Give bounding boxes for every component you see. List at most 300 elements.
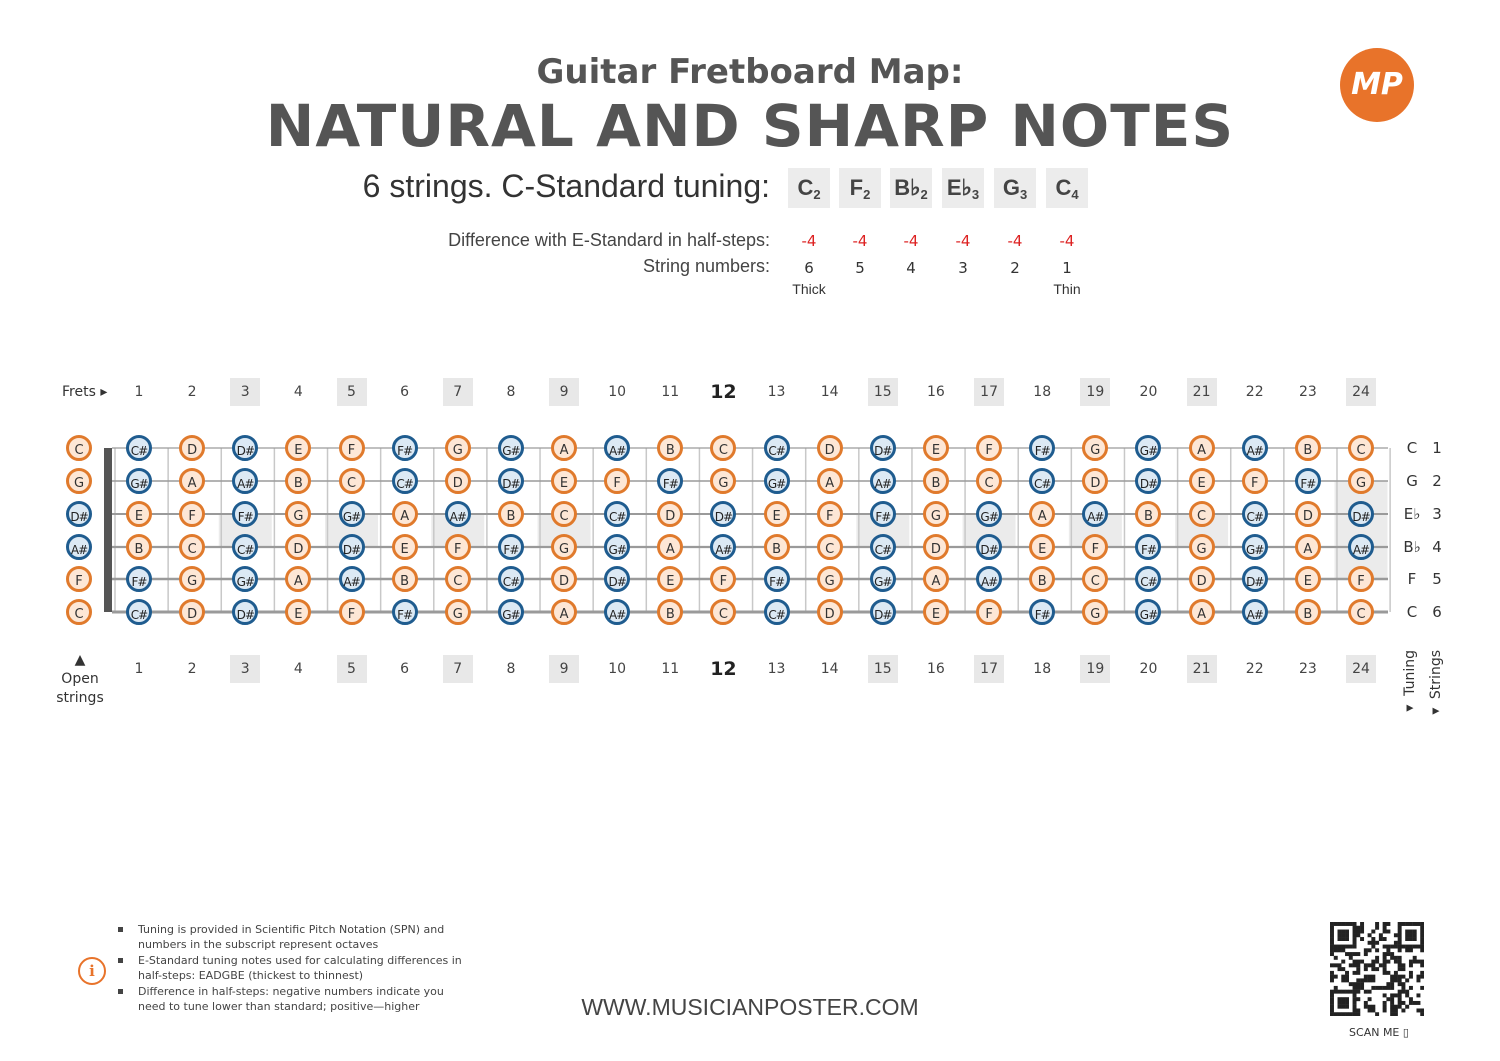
natural-note[interactable]: E: [551, 468, 577, 494]
qr-module: [1330, 926, 1334, 930]
qr-module: [1364, 975, 1368, 979]
sharp-note[interactable]: A#: [976, 566, 1002, 592]
natural-note[interactable]: C: [1348, 599, 1374, 625]
footer-note: Tuning is provided in Scientific Pitch Notation (SPN) and numbers in the subscript represent octaves: [118, 922, 463, 952]
qr-module: [1420, 926, 1424, 930]
qr-module: [1330, 1008, 1334, 1012]
qr-module: [1379, 986, 1383, 990]
sharp-note[interactable]: D#: [232, 599, 258, 625]
natural-note[interactable]: A: [551, 599, 577, 625]
natural-note[interactable]: F: [604, 468, 630, 494]
natural-note[interactable]: A: [923, 566, 949, 592]
qr-module: [1416, 993, 1420, 997]
sharp-note[interactable]: D#: [710, 501, 736, 527]
qr-module: [1345, 1001, 1349, 1005]
qr-module: [1338, 963, 1342, 967]
sharp-note[interactable]: G#: [604, 534, 630, 560]
natural-note[interactable]: E: [657, 566, 683, 592]
fret-number: 23: [1298, 384, 1317, 400]
fret-number: 6: [400, 661, 410, 677]
qr-module: [1386, 948, 1390, 952]
qr-module: [1341, 948, 1345, 952]
fret-number: 14: [820, 661, 839, 677]
qr-module: [1383, 963, 1387, 967]
natural-note[interactable]: B: [657, 435, 683, 461]
qr-module: [1330, 971, 1334, 975]
qr-module: [1360, 986, 1364, 990]
natural-note[interactable]: F: [817, 501, 843, 527]
qr-module: [1409, 997, 1413, 1001]
qr-module: [1394, 975, 1398, 979]
natural-note[interactable]: B: [126, 534, 152, 560]
sharp-note[interactable]: D#: [1348, 501, 1374, 527]
qr-module: [1413, 1001, 1417, 1005]
natural-note[interactable]: D: [179, 435, 205, 461]
qr-module: [1349, 956, 1353, 960]
qr-module: [1398, 1001, 1402, 1005]
qr-module: [1345, 937, 1349, 941]
fret-number: 9: [549, 655, 579, 683]
qr-module: [1371, 941, 1375, 945]
sharp-note[interactable]: C#: [764, 599, 790, 625]
sharp-note[interactable]: D#: [870, 599, 896, 625]
sharp-note[interactable]: F#: [232, 501, 258, 527]
sharp-note[interactable]: G#: [498, 435, 524, 461]
sharp-note[interactable]: C#: [126, 435, 152, 461]
qr-module: [1368, 1005, 1372, 1009]
natural-note[interactable]: B: [392, 566, 418, 592]
qr-module: [1398, 978, 1402, 982]
fret-number: 13: [767, 661, 786, 677]
qr-module: [1413, 937, 1417, 941]
qr-module: [1345, 952, 1349, 956]
fret-number: 12: [710, 658, 737, 680]
natural-note[interactable]: C: [1189, 501, 1215, 527]
natural-note[interactable]: D: [445, 468, 471, 494]
sharp-note[interactable]: A#: [1082, 501, 1108, 527]
natural-note[interactable]: A: [657, 534, 683, 560]
qr-module: [1364, 1001, 1368, 1005]
qr-module: [1398, 1005, 1402, 1009]
qr-module: [1371, 963, 1375, 967]
sharp-note[interactable]: C#: [392, 468, 418, 494]
tuning-note-box: $E♭_3$: [942, 168, 984, 208]
qr-module: [1345, 933, 1349, 937]
natural-note[interactable]: C: [66, 599, 92, 625]
sharp-note[interactable]: G#: [232, 566, 258, 592]
fret-number: 7: [443, 655, 473, 683]
natural-note[interactable]: G: [1082, 435, 1108, 461]
qr-module: [1401, 922, 1405, 926]
natural-note[interactable]: E: [392, 534, 418, 560]
sharp-note[interactable]: F#: [764, 566, 790, 592]
natural-note[interactable]: A: [1189, 435, 1215, 461]
qr-module: [1334, 975, 1338, 979]
natural-note[interactable]: C: [339, 468, 365, 494]
fret-number: 10: [608, 384, 627, 400]
natural-note[interactable]: C: [179, 534, 205, 560]
sharp-note[interactable]: G#: [126, 468, 152, 494]
natural-note[interactable]: B: [1295, 599, 1321, 625]
qr-module: [1341, 933, 1345, 937]
qr-module: [1330, 948, 1334, 952]
qr-module: [1413, 922, 1417, 926]
qr-module: [1330, 993, 1334, 997]
natural-note[interactable]: F: [445, 534, 471, 560]
qr-module: [1349, 1012, 1353, 1016]
nut: [104, 448, 112, 612]
sharp-note[interactable]: C#: [1135, 566, 1161, 592]
sharp-note[interactable]: A#: [604, 599, 630, 625]
natural-note[interactable]: F: [1348, 566, 1374, 592]
natural-note[interactable]: C: [551, 501, 577, 527]
natural-note[interactable]: C: [1082, 566, 1108, 592]
natural-note[interactable]: G: [817, 566, 843, 592]
fret-number: 16: [927, 661, 945, 677]
string-index: 1: [1432, 439, 1442, 457]
natural-note[interactable]: A: [1029, 501, 1055, 527]
natural-note[interactable]: A: [179, 468, 205, 494]
natural-note[interactable]: D: [923, 534, 949, 560]
tuning-note-box: $G_3$: [994, 168, 1036, 208]
sharp-note[interactable]: C#: [126, 599, 152, 625]
qr-module: [1413, 956, 1417, 960]
qr-module: [1368, 941, 1372, 945]
sharp-note[interactable]: G#: [764, 468, 790, 494]
sharp-note[interactable]: F#: [126, 566, 152, 592]
sharp-note[interactable]: A#: [339, 566, 365, 592]
qr-code-icon[interactable]: [1330, 922, 1424, 1016]
qr-module: [1334, 956, 1338, 960]
natural-note[interactable]: D: [817, 599, 843, 625]
qr-module: [1330, 945, 1334, 949]
qr-module: [1375, 956, 1379, 960]
natural-note[interactable]: E: [126, 501, 152, 527]
qr-module: [1341, 960, 1345, 964]
sharp-note[interactable]: D#: [1135, 468, 1161, 494]
sharp-note[interactable]: C#: [1242, 501, 1268, 527]
natural-note[interactable]: D: [179, 599, 205, 625]
qr-module: [1398, 997, 1402, 1001]
sharp-note[interactable]: F#: [1029, 599, 1055, 625]
qr-module: [1416, 978, 1420, 982]
natural-note[interactable]: F: [339, 435, 365, 461]
qr-module: [1345, 922, 1349, 926]
natural-note[interactable]: G: [923, 501, 949, 527]
tuning-note-box: $C_4$: [1046, 168, 1088, 208]
brand-logo[interactable]: MP: [1340, 48, 1414, 122]
tuning-note-box: $B♭_2$: [890, 168, 932, 208]
footer-note: E-Standard tuning notes used for calculating differences in half-steps: EADGBE (thickest to thinnest): [118, 953, 463, 983]
fret-number: 6: [400, 384, 410, 400]
sharp-note[interactable]: D#: [66, 501, 92, 527]
natural-note[interactable]: C: [445, 566, 471, 592]
footer-note: Difference in half-steps: negative numbers indicate you need to tune lower than standard; positive—higher: [118, 984, 463, 1014]
qr-module: [1330, 963, 1334, 967]
natural-note[interactable]: B: [923, 468, 949, 494]
natural-note[interactable]: G: [1348, 468, 1374, 494]
sharp-note[interactable]: A#: [710, 534, 736, 560]
qr-module: [1420, 971, 1424, 975]
sharp-note[interactable]: D#: [870, 435, 896, 461]
qr-module: [1390, 1008, 1394, 1012]
string-index: 4: [1432, 538, 1442, 556]
natural-note[interactable]: E: [1189, 468, 1215, 494]
natural-note[interactable]: E: [764, 501, 790, 527]
natural-note[interactable]: A: [551, 435, 577, 461]
qr-module: [1405, 933, 1409, 937]
sharp-note[interactable]: D#: [232, 435, 258, 461]
thin-label: Thin: [1053, 281, 1081, 297]
qr-module: [1353, 922, 1357, 926]
qr-module: [1353, 990, 1357, 994]
qr-module: [1375, 948, 1379, 952]
natural-note[interactable]: G: [551, 534, 577, 560]
natural-note[interactable]: A: [285, 566, 311, 592]
qr-module: [1409, 945, 1413, 949]
qr-module: [1420, 1008, 1424, 1012]
qr-module: [1368, 933, 1372, 937]
qr-module: [1394, 945, 1398, 949]
sharp-note[interactable]: G#: [498, 599, 524, 625]
qr-module: [1405, 945, 1409, 949]
qr-module: [1345, 997, 1349, 1001]
natural-note[interactable]: A: [1295, 534, 1321, 560]
natural-note[interactable]: G: [710, 468, 736, 494]
sharp-note[interactable]: F#: [1135, 534, 1161, 560]
sharp-note[interactable]: G#: [1135, 435, 1161, 461]
qr-module: [1353, 993, 1357, 997]
natural-note[interactable]: C: [817, 534, 843, 560]
qr-module: [1375, 941, 1379, 945]
website-link[interactable]: WWW.MUSICIANPOSTER.COM: [581, 994, 919, 1020]
sharp-note[interactable]: G#: [976, 501, 1002, 527]
qr-module: [1409, 986, 1413, 990]
sharp-note[interactable]: A#: [1242, 599, 1268, 625]
sharp-note[interactable]: F#: [392, 599, 418, 625]
qr-module: [1390, 997, 1394, 1001]
page-title: NATURAL AND SHARP NOTES: [265, 92, 1235, 160]
sharp-note[interactable]: F#: [392, 435, 418, 461]
natural-note[interactable]: A: [817, 468, 843, 494]
sharp-note[interactable]: F#: [1029, 435, 1055, 461]
fret-number: 11: [661, 384, 680, 400]
natural-note[interactable]: G: [445, 599, 471, 625]
sharp-note[interactable]: A#: [1242, 435, 1268, 461]
natural-note[interactable]: C: [66, 435, 92, 461]
qr-module: [1386, 982, 1390, 986]
qr-module: [1394, 960, 1398, 964]
natural-note[interactable]: C: [1348, 435, 1374, 461]
qr-module: [1398, 960, 1402, 964]
sharp-note[interactable]: C#: [498, 566, 524, 592]
qr-module: [1375, 960, 1379, 964]
qr-module: [1353, 937, 1357, 941]
natural-note[interactable]: G: [66, 468, 92, 494]
sharp-note[interactable]: G#: [1135, 599, 1161, 625]
qr-module: [1409, 975, 1413, 979]
sharp-note[interactable]: F#: [1295, 468, 1321, 494]
qr-module: [1383, 986, 1387, 990]
sharp-note[interactable]: A#: [1348, 534, 1374, 560]
natural-note[interactable]: D: [817, 435, 843, 461]
qr-module: [1371, 967, 1375, 971]
sharp-note[interactable]: G#: [870, 566, 896, 592]
qr-module: [1353, 963, 1357, 967]
natural-note[interactable]: D: [1082, 468, 1108, 494]
natural-note[interactable]: A: [1189, 599, 1215, 625]
qr-module: [1371, 937, 1375, 941]
qr-module: [1341, 967, 1345, 971]
qr-module: [1371, 975, 1375, 979]
sharp-note[interactable]: A#: [66, 534, 92, 560]
natural-note[interactable]: B: [285, 468, 311, 494]
qr-module: [1330, 937, 1334, 941]
sharp-note[interactable]: A#: [870, 468, 896, 494]
scan-me-label: SCAN ME ▯: [1349, 1026, 1409, 1039]
qr-module: [1416, 1008, 1420, 1012]
sharp-note[interactable]: C#: [604, 501, 630, 527]
qr-module: [1371, 986, 1375, 990]
qr-module: [1383, 971, 1387, 975]
sharp-note[interactable]: D#: [339, 534, 365, 560]
natural-note[interactable]: G: [1082, 599, 1108, 625]
natural-note[interactable]: F: [710, 566, 736, 592]
sharp-note[interactable]: A#: [232, 468, 258, 494]
qr-module: [1341, 990, 1345, 994]
qr-module: [1386, 971, 1390, 975]
natural-note[interactable]: G: [1189, 534, 1215, 560]
qr-module: [1356, 967, 1360, 971]
qr-module: [1405, 1005, 1409, 1009]
qr-module: [1330, 990, 1334, 994]
sharp-note[interactable]: D#: [976, 534, 1002, 560]
qr-module: [1383, 1005, 1387, 1009]
qr-module: [1420, 960, 1424, 964]
qr-module: [1386, 986, 1390, 990]
sharp-note[interactable]: F#: [657, 468, 683, 494]
qr-module: [1394, 941, 1398, 945]
fret-number: 7: [443, 378, 473, 406]
qr-module: [1330, 933, 1334, 937]
qr-module: [1394, 993, 1398, 997]
natural-note[interactable]: F: [179, 501, 205, 527]
natural-note[interactable]: C: [710, 435, 736, 461]
sharp-note[interactable]: D#: [498, 468, 524, 494]
qr-module: [1416, 1001, 1420, 1005]
sharp-note[interactable]: C#: [1029, 468, 1055, 494]
natural-note[interactable]: B: [1029, 566, 1055, 592]
qr-module: [1398, 926, 1402, 930]
qr-module: [1356, 963, 1360, 967]
sharp-note[interactable]: D#: [604, 566, 630, 592]
natural-note[interactable]: C: [976, 468, 1002, 494]
qr-module: [1345, 930, 1349, 934]
qr-module: [1394, 1005, 1398, 1009]
natural-note[interactable]: A: [392, 501, 418, 527]
qr-module: [1405, 930, 1409, 934]
natural-note[interactable]: F: [66, 566, 92, 592]
qr-module: [1353, 1005, 1357, 1009]
natural-note[interactable]: B: [657, 599, 683, 625]
qr-module: [1338, 948, 1342, 952]
natural-note[interactable]: G: [445, 435, 471, 461]
natural-note[interactable]: C: [710, 599, 736, 625]
natural-note[interactable]: D: [1189, 566, 1215, 592]
natural-note[interactable]: B: [1295, 435, 1321, 461]
natural-note[interactable]: F: [976, 435, 1002, 461]
natural-note[interactable]: D: [657, 501, 683, 527]
qr-module: [1413, 933, 1417, 937]
qr-module: [1353, 933, 1357, 937]
qr-module: [1334, 948, 1338, 952]
qr-module: [1364, 948, 1368, 952]
qr-module: [1330, 1012, 1334, 1016]
natural-note[interactable]: G: [285, 501, 311, 527]
natural-note[interactable]: E: [923, 435, 949, 461]
qr-module: [1375, 986, 1379, 990]
natural-note[interactable]: G: [179, 566, 205, 592]
string-tuning-note: G: [1406, 472, 1418, 490]
qr-module: [1420, 941, 1424, 945]
fret-number: 8: [506, 384, 516, 400]
qr-module: [1341, 978, 1345, 982]
natural-note[interactable]: F: [976, 599, 1002, 625]
sharp-note[interactable]: A#: [445, 501, 471, 527]
sharp-note[interactable]: C#: [870, 534, 896, 560]
natural-note[interactable]: D: [551, 566, 577, 592]
qr-module: [1371, 945, 1375, 949]
qr-module: [1383, 960, 1387, 964]
qr-module: [1356, 997, 1360, 1001]
sharp-note[interactable]: G#: [1242, 534, 1268, 560]
qr-module: [1338, 967, 1342, 971]
natural-note[interactable]: E: [923, 599, 949, 625]
sharp-note[interactable]: F#: [870, 501, 896, 527]
qr-module: [1383, 967, 1387, 971]
sharp-note[interactable]: G#: [339, 501, 365, 527]
sharp-note[interactable]: D#: [1242, 566, 1268, 592]
qr-module: [1409, 1001, 1413, 1005]
natural-note[interactable]: F: [1082, 534, 1108, 560]
fret-number: 21: [1187, 378, 1217, 406]
natural-note[interactable]: F: [1242, 468, 1268, 494]
tuning-note-box: $F_2$: [839, 168, 881, 208]
natural-note[interactable]: D: [1295, 501, 1321, 527]
natural-note[interactable]: E: [285, 599, 311, 625]
natural-note[interactable]: B: [1135, 501, 1161, 527]
natural-note[interactable]: F: [339, 599, 365, 625]
qr-module: [1356, 933, 1360, 937]
qr-module: [1375, 1012, 1379, 1016]
natural-note[interactable]: E: [1029, 534, 1055, 560]
natural-note[interactable]: B: [498, 501, 524, 527]
qr-module: [1364, 990, 1368, 994]
sharp-note[interactable]: C#: [764, 435, 790, 461]
fret-number: 8: [506, 661, 516, 677]
qr-module: [1341, 937, 1345, 941]
fret-number: 9: [549, 378, 579, 406]
natural-note[interactable]: D: [285, 534, 311, 560]
sharp-note[interactable]: F#: [498, 534, 524, 560]
natural-note[interactable]: E: [1295, 566, 1321, 592]
sharp-note[interactable]: A#: [604, 435, 630, 461]
difference-value: -4: [1007, 232, 1023, 250]
sharp-note[interactable]: C#: [232, 534, 258, 560]
natural-note[interactable]: B: [764, 534, 790, 560]
qr-module: [1334, 990, 1338, 994]
natural-note[interactable]: E: [285, 435, 311, 461]
